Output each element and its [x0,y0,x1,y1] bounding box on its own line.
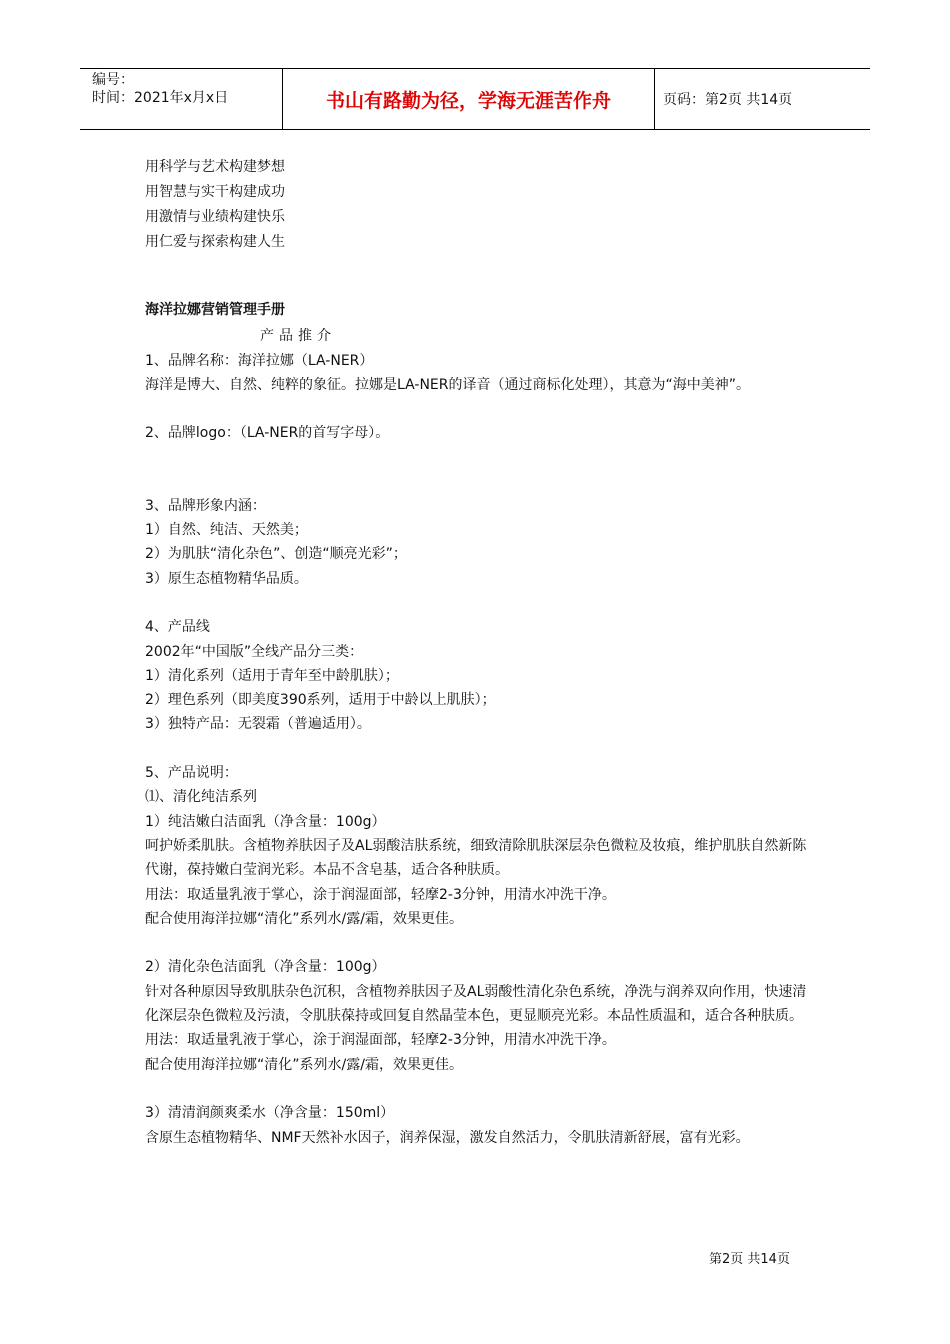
motto-block [145,155,285,255]
header-number-label: 编号： [92,72,134,88]
list-item: 1）自然、纯洁、天然美； [145,522,308,539]
product-usage: 用法：取适量乳液于掌心，涂于润湿面部，轻摩2-3分钟，用清水冲洗干净。 [145,886,616,903]
subsection-heading: ⑴、清化纯洁系列 [145,789,257,806]
paragraph: 2002年“中国版”全线产品分三类： [145,643,364,660]
doc-title: 海洋拉娜营销管理手册 [145,302,285,318]
product-name: 1）纯洁嫩白洁面乳（净含量：100g） [145,813,386,830]
product-description: 呵护娇柔肌肤。含植物养肤因子及AL弱酸洁肤系统，细致清除肌肤深层杂色微粒及妆痕，维护肌肤自然新陈代谢，葆持嫩白莹润光彩。本品不含皂基，适合各种肤质。 [145,837,807,879]
section-heading: 2、品牌logo：（LA-NER的首写字母）。 [145,425,390,442]
section-heading: 3、品牌形象内涵： [145,497,266,514]
page-footer: 第2页 共14页 [709,1252,790,1267]
motto-line: 用激情与业绩构建快乐 [145,209,285,225]
product-name: 3）清清润颜爽柔水（净含量：150ml） [145,1105,395,1122]
section-heading: 4、产品线 [145,619,210,636]
motto-line: 用智慧与实干构建成功 [145,184,285,200]
list-item: 2）为肌肤“清化杂色”、创造“顺亮光彩”； [145,546,407,563]
product-description: 针对各种原因导致肌肤杂色沉积，含植物养肤因子及AL弱酸性清化杂色系统，净洗与润养双向作用，快速清化深层杂色微粒及污渍，令肌肤葆持或回复自然晶莹本色，更显顺亮光彩。本品性质温和，适合各种肤质。 [145,983,807,1025]
product-tip: 配合使用海洋拉娜“清化”系列水/露/霜，效果更佳。 [145,1056,463,1073]
page-header [80,68,870,130]
header-motto: 书山有路勤为径，学海无涯苦作舟 [282,69,655,129]
list-item: 3）原生态植物精华品质。 [145,570,308,587]
doc-subtitle: 产品推介 [260,328,336,345]
header-time-label: 时间：2021年x月x日 [92,90,229,106]
product-name: 2）清化杂色洁面乳（净含量：100g） [145,959,386,976]
section-heading: 5、产品说明： [145,765,238,782]
list-item: 1）清化系列（适用于青年至中龄肌肤）； [145,667,399,684]
product-tip: 配合使用海洋拉娜“清化”系列水/露/霜，效果更佳。 [145,910,463,927]
section-heading: 1、品牌名称：海洋拉娜（LA-NER） [145,352,374,369]
header-meta [80,69,282,129]
list-item: 2）理色系列（即美度390系列，适用于中龄以上肌肤）； [145,692,496,709]
product-description: 含原生态植物精华、NMF天然补水因子，润养保湿，激发自然活力，令肌肤清新舒展，富有光彩。 [145,1129,750,1146]
document-body [145,298,810,1150]
motto-line: 用仁爱与探索构建人生 [145,234,285,250]
header-page-label: 页码：第2页 共14页 [663,92,793,108]
list-item: 3）独特产品：无裂霜（普遍适用）。 [145,716,371,733]
motto-line: 用科学与艺术构建梦想 [145,159,285,175]
product-usage: 用法：取适量乳液于掌心，涂于润湿面部，轻摩2-3分钟，用清水冲洗干净。 [145,1032,616,1049]
paragraph: 海洋是博大、自然、纯粹的象征。拉娜是LA-NER的译音（通过商标化处理），其意为“海中美神”。 [145,376,750,393]
